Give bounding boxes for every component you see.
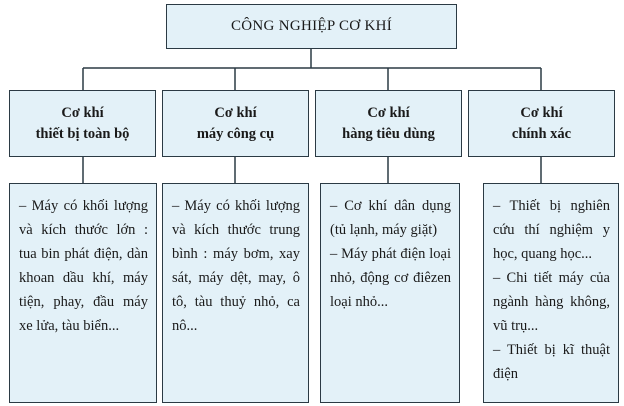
- category-line-1: Cơ khí: [367, 104, 410, 121]
- diagram-title: [166, 4, 457, 49]
- category-line-2: chính xác: [511, 125, 572, 142]
- detail-item: – Thiết bị kĩ thuật điện: [493, 342, 610, 382]
- detail-box-hang-tieu-dung: [320, 183, 460, 403]
- detail-item: – Cơ khí dân dụng (tủ lạnh, máy giặt): [330, 198, 451, 238]
- detail-item: – Máy phát điện loại nhỏ, động cơ điêzen loại nhỏ...: [330, 246, 451, 310]
- detail-item: – Thiết bị nghiên cứu thí nghiệm y học, quang học...: [493, 198, 610, 262]
- category-line-2: máy công cụ: [196, 125, 275, 142]
- detail-box-chinh-xac: [483, 183, 619, 403]
- category-line-1: Cơ khí: [214, 104, 257, 121]
- category-box-thiet-bi-toan-bo: [9, 90, 156, 157]
- category-box-hang-tieu-dung: [315, 90, 462, 157]
- detail-item: – Máy có khối lượng và kích thước trung bình : máy bơm, xay sát, máy dệt, may, ô tô, tàu thuỷ nhỏ, ca nô...: [172, 198, 300, 334]
- detail-box-thiet-bi-toan-bo: [9, 183, 157, 403]
- category-box-chinh-xac: [468, 90, 615, 157]
- detail-item: – Máy có khối lượng và kích thước lớn : tua bin phát điện, dàn khoan dầu khí, máy tiện, phay, đầu máy xe lửa, tàu biển...: [19, 198, 148, 334]
- category-line-2: thiết bị toàn bộ: [35, 125, 130, 142]
- detail-box-may-cong-cu: [162, 183, 309, 403]
- category-line-1: Cơ khí: [61, 104, 104, 121]
- category-line-2: hàng tiêu dùng: [342, 125, 435, 142]
- category-box-may-cong-cu: [162, 90, 309, 157]
- category-line-1: Cơ khí: [520, 104, 563, 121]
- diagram-title-text: CÔNG NGHIỆP CƠ KHÍ: [230, 18, 393, 34]
- detail-item: – Chi tiết máy của ngành hàng không, vũ trụ...: [493, 270, 610, 334]
